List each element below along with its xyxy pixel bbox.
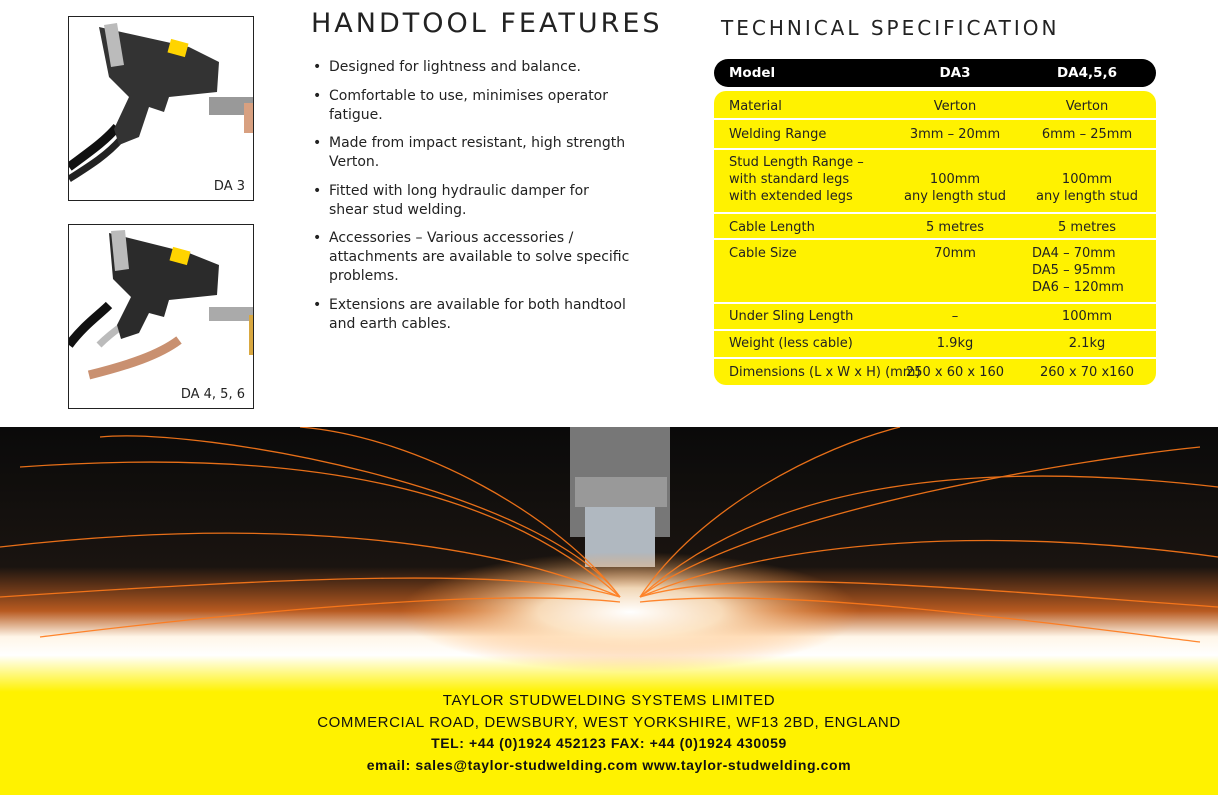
welding-gun-da456-image (69, 225, 253, 408)
spec-da3-value: 70mm (934, 246, 976, 261)
spec-title: TECHNICAL SPECIFICATION (721, 16, 1060, 40)
spec-row-weight (714, 329, 1156, 357)
contact-phone-fax: TEL: +44 (0)1924 452123 FAX: +44 (0)1924 430059 (431, 735, 787, 751)
spec-da456-value: Verton (1065, 99, 1109, 114)
spec-da3-value: 1.9kg (936, 336, 974, 351)
spec-label: Stud Length Range – with standard legs with extended legs (729, 155, 864, 204)
photo-da3 (68, 16, 254, 201)
spec-da456-value: 6mm – 25mm (1041, 127, 1133, 142)
spec-label: Cable Size (729, 246, 797, 261)
feature-item: • Extensions are available for both handtool and earth cables. (312, 296, 639, 334)
contact-email-web[interactable]: email: sales@taylor-studwelding.com www.taylor-studwelding.com (366, 756, 852, 773)
spec-label: Under Sling Length (729, 309, 854, 324)
spec-row-welding-range (714, 118, 1156, 148)
company-address: COMMERCIAL ROAD, DEWSBURY, WEST YORKSHIRE, WF13 2BD, ENGLAND (317, 713, 901, 731)
photo-da456 (68, 224, 254, 409)
spec-label: Welding Range (729, 127, 827, 142)
spec-da3-value: 100mm any length stud (904, 172, 1006, 204)
spec-row-material (714, 91, 1156, 116)
spec-label: Dimensions (L x W x H) (mm) (729, 365, 921, 380)
spec-label: Material (729, 99, 782, 114)
spec-label: Cable Length (729, 220, 815, 235)
spec-da456-value: 2.1kg (1068, 336, 1106, 351)
spec-header-row (714, 59, 1156, 87)
spec-table (714, 91, 1156, 385)
spec-da456-value: DA4 – 70mm DA5 – 95mm DA6 – 120mm (1032, 246, 1124, 295)
spec-da3-value: 250 x 60 x 160 (905, 365, 1005, 380)
spec-da456-value: 100mm (1061, 309, 1113, 324)
photo-caption: DA 4, 5, 6 (180, 387, 245, 402)
photo-caption: DA 3 (213, 179, 245, 194)
feature-item: • Comfortable to use, minimises operator fatigue. (312, 87, 652, 125)
spec-row-cable-size (714, 238, 1156, 302)
spec-da456-value: 100mm any length stud (1036, 172, 1138, 204)
spec-row-under-sling (714, 302, 1156, 329)
spec-row-stud-length (714, 148, 1156, 212)
footer-contact (0, 690, 1218, 776)
spec-header-da456: DA4,5,6 (1056, 65, 1118, 81)
feature-item: • Designed for lightness and balance. (312, 58, 652, 77)
spec-da456-value: 5 metres (1058, 220, 1116, 235)
feature-item: • Fitted with long hydraulic damper for shear stud welding. (312, 182, 629, 220)
spec-da3-value: 3mm – 20mm (909, 127, 1001, 142)
spec-row-dimensions (714, 357, 1156, 385)
feature-item: • Made from impact resistant, high strength Verton. (312, 134, 652, 172)
features-list (312, 58, 652, 343)
company-name: TAYLOR STUDWELDING SYSTEMS LIMITED (442, 692, 776, 709)
spec-da3-value: – (951, 309, 959, 324)
welding-gun-da3-image (69, 17, 253, 200)
spec-label: Weight (less cable) (729, 336, 853, 351)
spec-da3-value: 5 metres (926, 220, 984, 235)
feature-item: • Accessories – Various accessories / attachments are available to solve specific problems. (312, 229, 639, 286)
spec-da3-value: Verton (933, 99, 977, 114)
spec-row-cable-length (714, 212, 1156, 238)
spec-header-da3: DA3 (939, 65, 971, 81)
spec-da456-value: 260 x 70 x160 (1040, 365, 1134, 380)
spec-header-model: Model (729, 65, 776, 81)
features-title: HANDTOOL FEATURES (311, 8, 663, 39)
